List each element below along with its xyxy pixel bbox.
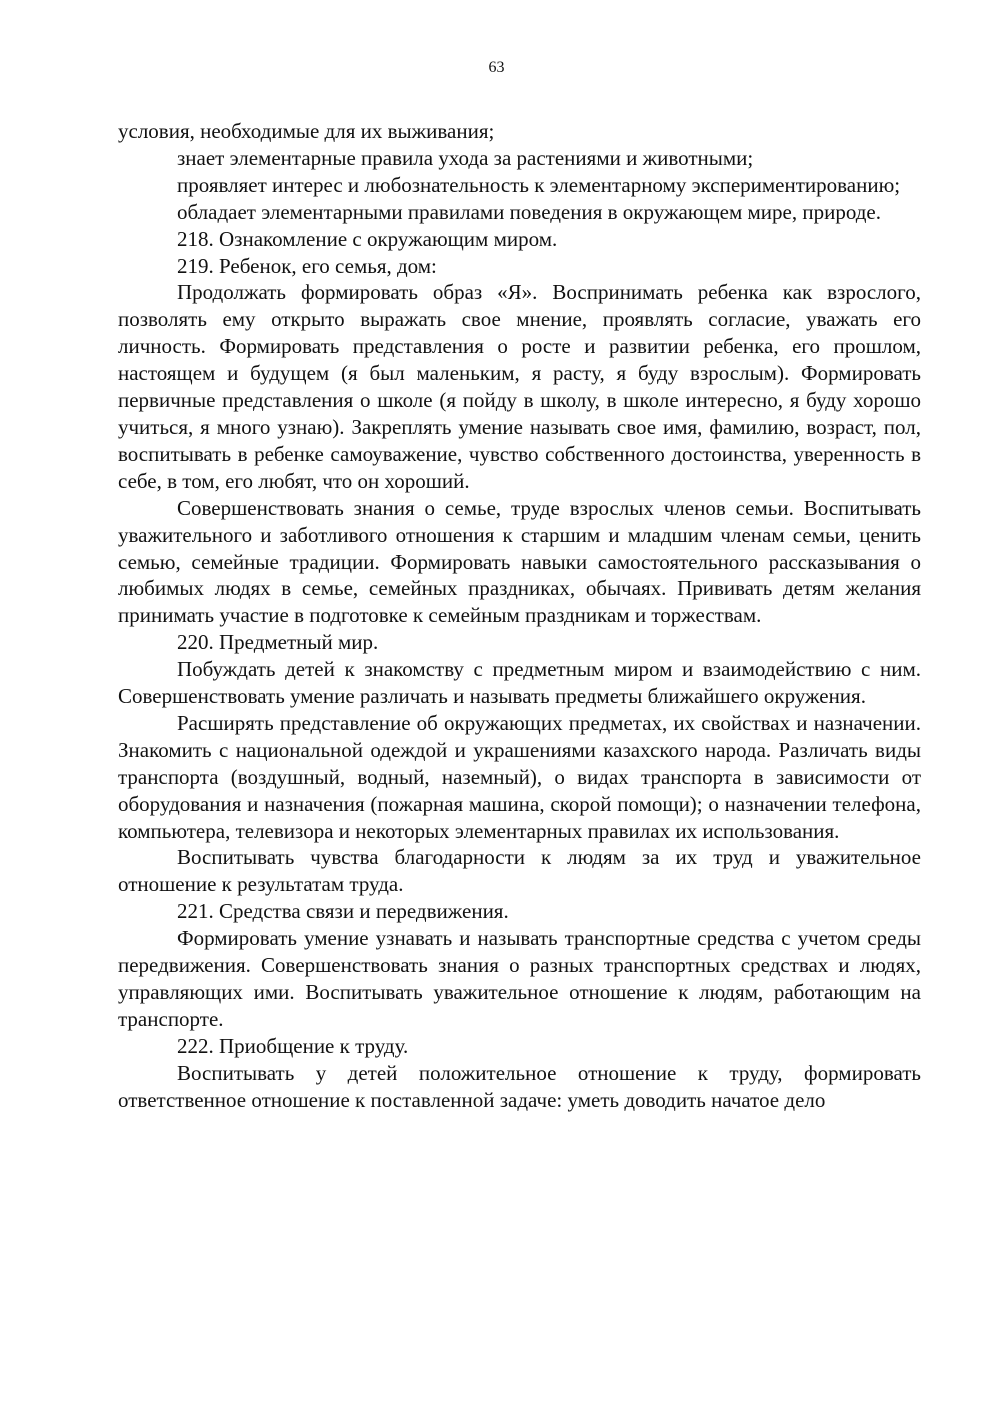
paragraph: Совершенствовать знания о семье, труде взрослых членов семьи. Воспитывать уважительного и заботливого отношения к старшим и младшим членам семьи, ценить семью, семейные традиции. Формировать навыки самостоятельного рассказывания о любимых людях в семье, семейных праздниках, обычаях. Прививать детям желания принимать участие в подготовке к семейным праздникам и торжествам. <box>118 495 921 628</box>
page-number: 63 <box>488 59 505 76</box>
paragraph: условия, необходимые для их выживания; <box>118 119 495 143</box>
section-heading-221: 221. Средства связи и передвижения. <box>177 899 509 924</box>
section-heading-218: 218. Ознакомление с окружающим миром. <box>177 226 558 251</box>
section-heading-219: 219. Ребенок, его семья, дом: <box>177 253 437 278</box>
paragraph: обладает элементарными правилами поведения в окружающем мире, природе. <box>177 199 881 224</box>
section-heading-220: 220. Предметный мир. <box>177 630 379 655</box>
document-body <box>118 118 921 1114</box>
paragraph: Продолжать формировать образ «Я». Воспринимать ребенка как взрослого, позволять ему открыто выражать свое мнение, проявлять согласие, уважать его личность. Формировать представления о росте и развитии ребенка, его прошлом, настоящем и будущем (я был маленьким, я расту, я буду взрослым). Формировать первичные представления о школе (я пойду в школу, в школе интересно, я буду хорошо учиться, я много узнаю). Закреплять умение называть свое имя, фамилию, возраст, пол, воспитывать в ребенке самоуважение, чувство собственного достоинства, уверенность в себе, в том, его любят, что он хороший. <box>118 280 921 493</box>
paragraph: Формировать умение узнавать и называть транспортные средства с учетом среды передвижения. Совершенствовать знания о разных транспортных средствах и людях, управляющих ими. Воспитывать уважительное отношение к людям, работающим на транспорте. <box>118 926 921 1031</box>
paragraph: Расширять представление об окружающих предметах, их свойствах и назначении. Знакомить с национальной одеждой и украшениями казахского народа. Различать виды транспорта (воздушный, водный, наземный), о видах транспорта в зависимости от оборудования и назначения (пожарная машина, скорой помощи); о назначении телефона, компьютера, телевизора и некоторых элементарных правилах их использования. <box>118 710 921 843</box>
section-heading-222: 222. Приобщение к труду. <box>177 1033 409 1058</box>
paragraph: Воспитывать чувства благодарности к людям за их труд и уважительное отношение к результатам труда. <box>118 845 921 897</box>
paragraph: Побуждать детей к знакомству с предметным миром и взаимодействию с ним. Совершенствовать умение различать и называть предметы ближайшего окружения. <box>118 657 921 709</box>
paragraph: знает элементарные правила ухода за растениями и животными; <box>177 145 754 170</box>
paragraph: Воспитывать у детей положительное отношение к труду, формировать ответственное отношение к поставленной задаче: уметь доводить начатое дело <box>118 1060 921 1112</box>
paragraph: проявляет интерес и любознательность к элементарному экспериментированию; <box>177 172 901 197</box>
